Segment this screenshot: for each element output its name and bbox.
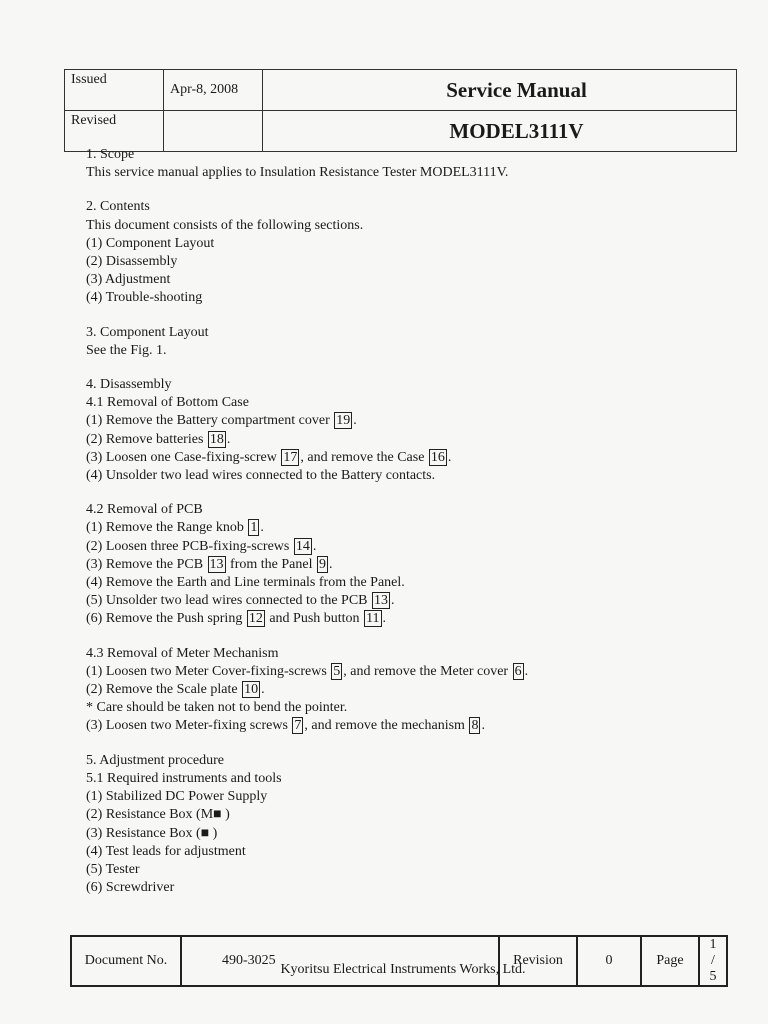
page-label: Page xyxy=(641,936,699,986)
step-line: (6) Remove the Push spring 12 and Push button 11 . xyxy=(86,611,387,627)
step-line: (2) Loosen three PCB-fixing-screws 14 . xyxy=(86,538,317,554)
page-value: 1 / 5 xyxy=(699,936,727,986)
step-line: (2) Remove batteries 18 . xyxy=(86,431,231,447)
scope-text: This service manual applies to Insulation Resistance Tester MODEL3111V. xyxy=(86,165,509,181)
part-number: 7 xyxy=(294,718,302,734)
part-number: 14 xyxy=(295,538,310,554)
step-line: (4) Remove the Earth and Line terminals from the Panel. xyxy=(86,575,405,591)
step-line: (3) Loosen one Case-fixing-screw 17 , and remove the Case 16 . xyxy=(86,449,452,465)
contents-item: (2) Disassembly xyxy=(86,254,178,270)
part-number: 6 xyxy=(514,663,522,679)
meter-heading: 4.3 Removal of Meter Mechanism xyxy=(86,645,279,661)
step-line: (4) Unsolder two lead wires connected to the Battery contacts. xyxy=(86,468,436,484)
part-number: 16 xyxy=(430,449,445,465)
part-number: 5 xyxy=(333,663,341,679)
part-number: 18 xyxy=(209,431,224,447)
step-line: (5) Unsolder two lead wires connected to the PCB 13 . xyxy=(86,593,395,609)
part-number: 19 xyxy=(336,413,351,429)
part-number: 10 xyxy=(244,682,259,698)
instrument-item: (2) Resistance Box (M■ ) xyxy=(86,807,230,823)
document-number-value: 490-3025 xyxy=(181,936,499,986)
instrument-item: (5) Tester xyxy=(86,861,140,877)
part-number: 12 xyxy=(248,611,263,627)
contents-item: (3) Adjustment xyxy=(86,272,171,288)
instruments-heading: 5.1 Required instruments and tools xyxy=(86,770,282,786)
step-line: (1) Remove the Range knob 1 . xyxy=(86,520,264,536)
instrument-item: (4) Test leads for adjustment xyxy=(86,843,246,859)
contents-intro: This document consists of the following sections. xyxy=(86,217,364,233)
part-number: 1 xyxy=(250,520,258,536)
pcb-heading: 4.2 Removal of PCB xyxy=(86,502,203,518)
model-title: MODEL3111V xyxy=(263,111,737,152)
contents-heading: 2. Contents xyxy=(86,199,150,215)
footer-table xyxy=(70,935,728,987)
step-line: (3) Loosen two Meter-fixing screws 7 , and remove the mechanism 8 . xyxy=(86,718,485,734)
instrument-item: (3) Resistance Box (■ ) xyxy=(86,825,218,841)
step-line: (2) Remove the Scale plate 10 . xyxy=(86,682,265,698)
document-title: Service Manual xyxy=(263,70,737,111)
document-body xyxy=(86,146,726,897)
contents-item: (1) Component Layout xyxy=(86,235,215,251)
issued-date: Apr-8, 2008 xyxy=(164,70,263,111)
document-number-label: Document No. xyxy=(71,936,181,986)
caution-note: * Care should be taken not to bend the pointer. xyxy=(86,700,348,716)
scope-heading: 1. Scope xyxy=(86,147,135,162)
layout-heading: 3. Component Layout xyxy=(86,324,209,340)
layout-text: See the Fig. 1. xyxy=(86,342,167,358)
part-number: 17 xyxy=(283,449,298,465)
part-number: 9 xyxy=(318,556,326,572)
company-name: Kyoritsu Electrical Instruments Works, Ltd. xyxy=(280,962,526,977)
contents-item: (4) Trouble-shooting xyxy=(86,290,203,306)
part-number: 11 xyxy=(366,611,380,627)
step-line: (3) Remove the PCB 13 from the Panel 9 . xyxy=(86,556,333,572)
bottom-case-heading: 4.1 Removal of Bottom Case xyxy=(86,395,249,411)
issued-label: Issued xyxy=(65,70,164,111)
adjustment-heading: 5. Adjustment procedure xyxy=(86,752,225,768)
disassembly-heading: 4. Disassembly xyxy=(86,377,172,393)
header-table xyxy=(64,69,737,152)
instrument-item: (1) Stabilized DC Power Supply xyxy=(86,789,268,805)
part-number: 8 xyxy=(471,718,479,734)
step-line: (1) Loosen two Meter Cover-fixing-screws 5 , and remove the Meter cover 6 . xyxy=(86,663,529,679)
revision-label: Revision xyxy=(499,936,577,986)
part-number: 13 xyxy=(209,556,224,572)
step-line: (1) Remove the Battery compartment cover 19 . xyxy=(86,413,357,429)
instrument-item: (6) Screwdriver xyxy=(86,880,175,896)
revision-value: 0 xyxy=(577,936,641,986)
revised-label: Revised xyxy=(65,111,164,152)
part-number: 13 xyxy=(374,593,388,609)
